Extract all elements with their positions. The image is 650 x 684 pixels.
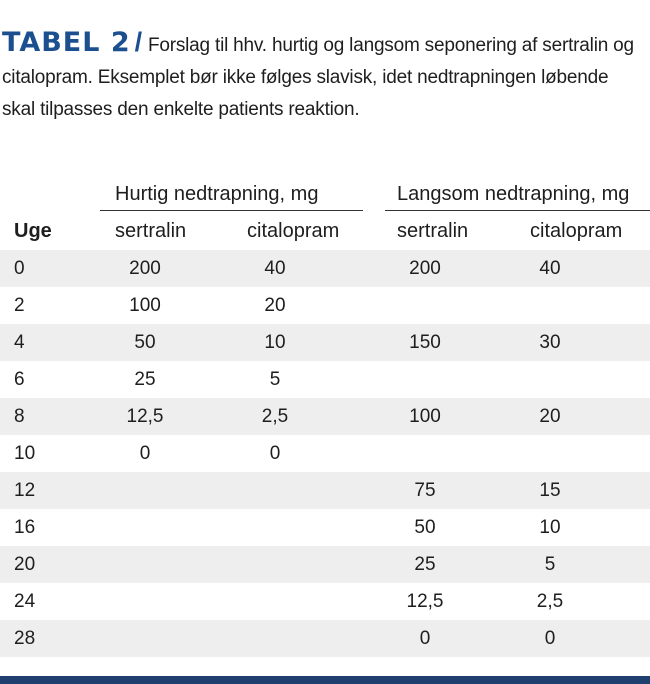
cell-fast-citalopram: 10 (264, 332, 286, 353)
cell-slow-sertralin (375, 361, 475, 398)
col-header-slow-citalopram: citalopram (530, 220, 623, 242)
cell-fast-citalopram (225, 583, 325, 620)
cell-uge: 0 (14, 258, 25, 279)
table-row (0, 324, 650, 361)
cell-fast-citalopram: 20 (264, 295, 286, 316)
cell-slow-sertralin: 75 (414, 480, 436, 501)
cell-slow-citalopram: 15 (539, 480, 561, 501)
table-row (0, 250, 650, 287)
cell-uge: 20 (14, 554, 36, 575)
cell-fast-sertralin (95, 472, 195, 509)
cell-fast-sertralin: 0 (139, 443, 151, 464)
cell-slow-citalopram: 0 (544, 628, 556, 649)
caption-label: TABEL 2 (2, 27, 131, 58)
cell-slow-citalopram (500, 287, 600, 324)
cell-fast-sertralin: 25 (134, 369, 156, 390)
table-row (0, 620, 650, 657)
cell-slow-sertralin: 0 (419, 628, 431, 649)
cell-uge: 4 (14, 332, 25, 353)
cell-fast-sertralin (95, 583, 195, 620)
cell-fast-citalopram (225, 546, 325, 583)
cell-uge: 8 (14, 406, 25, 427)
cell-slow-sertralin (375, 287, 475, 324)
col-header-fast-citalopram: citalopram (247, 220, 340, 242)
cell-uge: 6 (14, 369, 25, 390)
table-row (0, 435, 650, 472)
cell-uge: 10 (14, 443, 36, 464)
cell-slow-citalopram: 10 (539, 517, 561, 538)
cell-fast-citalopram: 40 (264, 258, 286, 279)
table-row (0, 398, 650, 435)
cell-slow-citalopram (500, 435, 600, 472)
col-header-slow-sertralin: sertralin (397, 220, 469, 242)
col-header-fast-sertralin: sertralin (115, 220, 187, 242)
cell-fast-citalopram (225, 509, 325, 546)
caption-text: Forslag til hhv. hurtig og langsom seponering af sertralin og citalopram. Eksemplet bør ikke følges slavisk, idet nedtrapningen løbende skal tilpasses den enkelte patients reaktion. (2, 35, 634, 120)
cell-slow-sertralin (375, 435, 475, 472)
group-header-slow: Langsom nedtrapning, mg (397, 183, 630, 205)
cell-slow-citalopram (500, 361, 600, 398)
cell-fast-sertralin: 200 (129, 258, 161, 279)
table-row (0, 583, 650, 620)
group-header-fast: Hurtig nedtrapning, mg (115, 183, 319, 205)
cell-uge: 16 (14, 517, 36, 538)
cell-fast-sertralin (95, 546, 195, 583)
cell-slow-sertralin: 100 (409, 406, 441, 427)
table-row (0, 361, 650, 398)
cell-slow-sertralin: 25 (414, 554, 436, 575)
table-row (0, 509, 650, 546)
cell-slow-citalopram: 5 (544, 554, 556, 575)
cell-slow-citalopram: 20 (539, 406, 561, 427)
table-row (0, 287, 650, 324)
cell-slow-sertralin: 200 (409, 258, 441, 279)
cell-slow-citalopram: 2,5 (536, 591, 564, 612)
cell-uge: 24 (14, 591, 36, 612)
cell-fast-sertralin: 50 (134, 332, 156, 353)
table-body (0, 250, 650, 657)
cell-uge: 12 (14, 480, 36, 501)
cell-fast-citalopram: 5 (269, 369, 281, 390)
group-rule-fast (100, 210, 363, 211)
bottom-bar (0, 676, 650, 684)
cell-uge: 28 (14, 628, 36, 649)
cell-fast-sertralin: 12,5 (126, 406, 164, 427)
cell-fast-citalopram (225, 472, 325, 509)
cell-slow-citalopram: 40 (539, 258, 561, 279)
cell-fast-citalopram: 2,5 (261, 406, 289, 427)
cell-slow-sertralin: 12,5 (406, 591, 444, 612)
cell-fast-sertralin (95, 620, 195, 657)
table-caption (2, 26, 642, 126)
table-row (0, 472, 650, 509)
cell-slow-sertralin: 50 (414, 517, 436, 538)
table-row (0, 546, 650, 583)
caption-slash: / (134, 27, 142, 57)
cell-slow-sertralin: 150 (409, 332, 441, 353)
cell-slow-citalopram: 30 (539, 332, 561, 353)
cell-fast-sertralin (95, 509, 195, 546)
group-rule-slow (385, 210, 650, 211)
cell-fast-citalopram (225, 620, 325, 657)
cell-uge: 2 (14, 295, 25, 316)
cell-fast-citalopram: 0 (269, 443, 281, 464)
col-header-uge: Uge (14, 220, 52, 242)
cell-fast-sertralin: 100 (129, 295, 161, 316)
